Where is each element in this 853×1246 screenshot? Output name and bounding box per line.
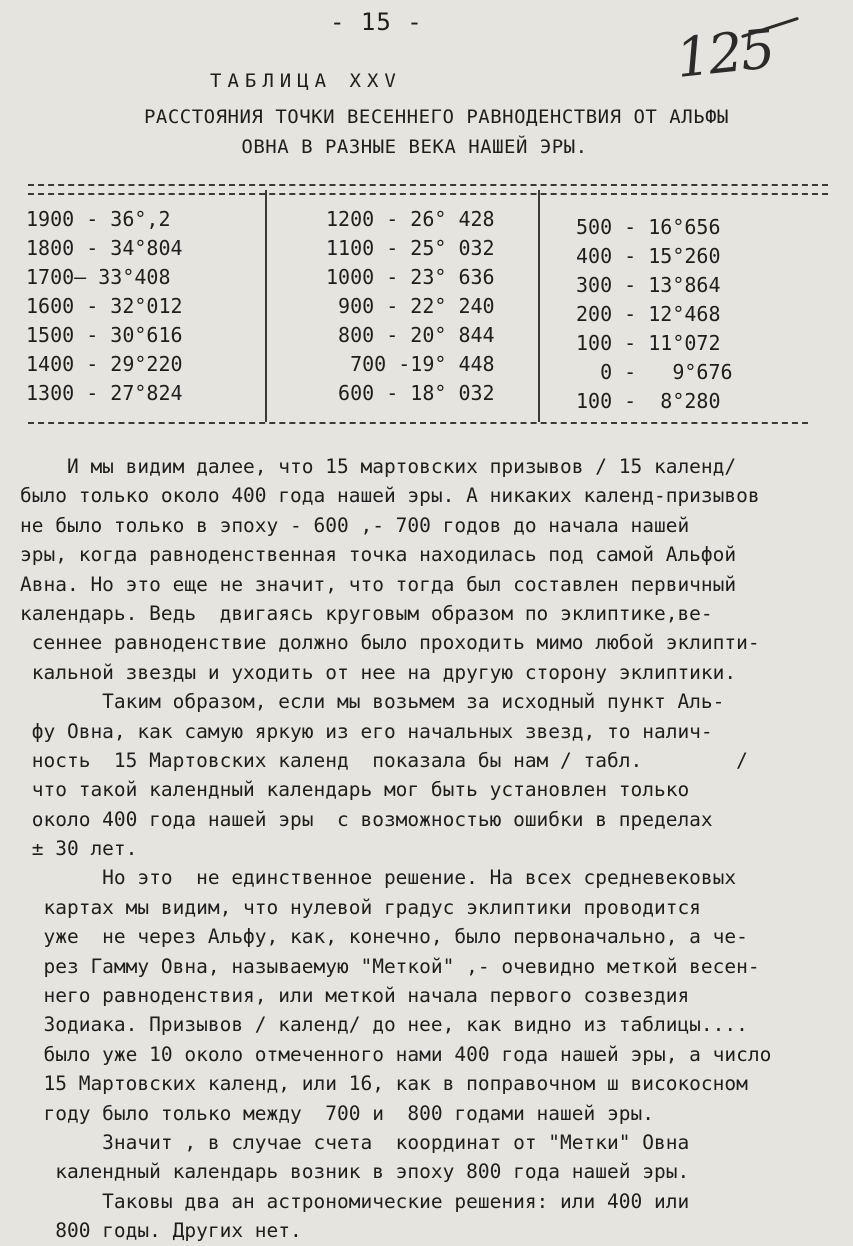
text-line: не было только в эпоху - 600 ,- 700 годов до начала нашей xyxy=(20,513,690,537)
table-divider-1 xyxy=(265,190,267,422)
table-cell: 100 - 11°072 xyxy=(576,331,721,355)
text-line: Авна. Но это еще не значит, что тогда был составлен первичный xyxy=(20,572,737,596)
text-line: было только около 400 года нашей эры. А никаких календ-призывов xyxy=(20,484,760,508)
table-top-rule-2 xyxy=(28,193,828,195)
text-line: 15 Мартовских календ, или 16, как в поправочном ш високосном xyxy=(20,1072,748,1096)
text-line: кальной звезды и уходить от нее на другую сторону эклиптики. xyxy=(20,660,737,684)
table-cell: 1500 - 30°616 xyxy=(26,323,183,347)
table-title-line-1: РАССТОЯНИЯ ТОЧКИ ВЕСЕННЕГО РАВНОДЕНСТВИЯ ОТ АЛЬФЫ xyxy=(143,106,729,128)
table-cell: 1800 - 34°804 xyxy=(26,236,183,260)
text-line: было уже 10 около отмеченного нами 400 года нашей эры, а число xyxy=(20,1042,772,1066)
table-top-rule xyxy=(28,184,828,186)
table-divider-2 xyxy=(538,190,540,422)
text-line: календарь. Ведь двигаясь круговым образом по эклиптике,ве- xyxy=(20,601,713,625)
text-line: около 400 года нашей эры с возможностью ошибки в пределах xyxy=(20,807,713,831)
text-line: что такой календный календарь мог быть установлен только xyxy=(20,778,690,802)
table-cell: 0 - 9°676 xyxy=(576,360,733,384)
table-title-line-2: ОВНА В РАЗНЫЕ ВЕКА НАШЕЙ ЭРЫ. xyxy=(241,136,588,158)
text-line: сеннее равноденствие должно было проходить мимо любой эклипти- xyxy=(20,631,760,655)
table-cell: 1900 - 36°,2 xyxy=(26,207,171,231)
table-bottom-rule xyxy=(28,422,808,424)
text-line: картах мы видим, что нулевой градус эклиптики проводится xyxy=(20,895,701,919)
table-cell: 1100 - 25° 032 xyxy=(326,236,495,260)
table-label: ТАБЛИЦА XXV xyxy=(210,70,402,92)
table-cell: 100 - 8°280 xyxy=(576,389,721,413)
table-cell: 1700— 33°408 xyxy=(26,265,171,289)
page-number: - 15 - xyxy=(330,8,423,36)
table-cell: 400 - 15°260 xyxy=(576,244,721,268)
text-line: Таковы два ан астрономические решения: или 400 или xyxy=(20,1189,690,1213)
table-column-2 xyxy=(326,205,495,408)
body-text xyxy=(20,452,850,1246)
text-line: году было только между 700 и 800 годами нашей эры. xyxy=(20,1101,654,1125)
table-cell: 800 - 20° 844 xyxy=(326,323,495,347)
text-line: него равноденствия, или меткой начала первого созвездия xyxy=(20,984,690,1008)
text-line: уже не через Альфу, как, конечно, было первоначально, а че- xyxy=(20,925,748,949)
handwritten-page-number: 125 xyxy=(672,17,777,90)
text-line: Значит , в случае счета координат от "Метки" Овна xyxy=(20,1130,690,1154)
text-line: Таким образом, если мы возьмем за исходный пункт Аль- xyxy=(20,690,725,714)
table-cell: 700 -19° 448 xyxy=(326,352,495,376)
text-line: календный календарь возник в эпоху 800 года нашей эры. xyxy=(20,1160,690,1184)
table-cell: 1200 - 26° 428 xyxy=(326,207,495,231)
text-line: Но это не единственное решение. На всех средневековых xyxy=(20,866,737,890)
table-cell: 1000 - 23° 636 xyxy=(326,265,495,289)
text-line: ность 15 Мартовских календ показала бы нам / табл. / xyxy=(20,748,748,772)
table-cell: 200 - 12°468 xyxy=(576,302,721,326)
table-column-3 xyxy=(576,213,733,416)
text-line: 800 годы. Других нет. xyxy=(20,1219,302,1243)
table-cell: 900 - 22° 240 xyxy=(326,294,495,318)
text-line: Зодиака. Призывов / календ/ до нее, как видно из таблицы.... xyxy=(20,1013,748,1037)
text-line: И мы видим далее, что 15 мартовских призывов / 15 календ/ xyxy=(20,455,737,478)
table-column-1 xyxy=(26,205,183,408)
table-cell: 300 - 13°864 xyxy=(576,273,721,297)
table-cell: 600 - 18° 032 xyxy=(326,381,495,405)
text-line: рез Гамму Овна, называемую "Меткой" ,- очевидно меткой весен- xyxy=(20,954,760,978)
table-cell: 500 - 16°656 xyxy=(576,215,721,239)
text-line: эры, когда равноденственная точка находилась под самой Альфой xyxy=(20,543,737,567)
text-line: ± 30 лет. xyxy=(20,837,138,861)
text-line: фу Овна, как самую яркую из его начальных звезд, то налич- xyxy=(20,719,713,743)
table-cell: 1400 - 29°220 xyxy=(26,352,183,376)
table-cell: 1300 - 27°824 xyxy=(26,381,183,405)
table-cell: 1600 - 32°012 xyxy=(26,294,183,318)
